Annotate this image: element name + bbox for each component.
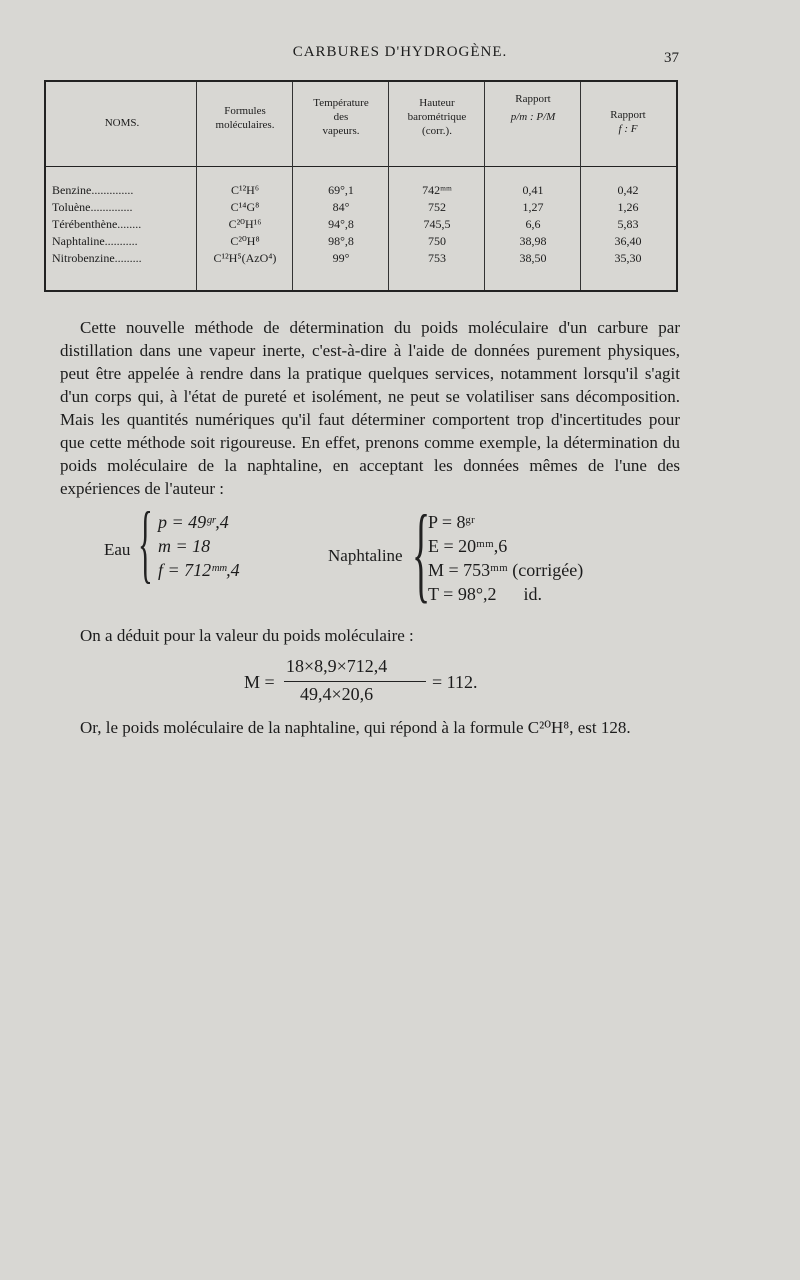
header-line: (corr.). [422, 125, 452, 137]
header-line: barométrique [407, 111, 467, 123]
cell-ratio-pm: 0,41 [522, 183, 544, 197]
header-line: Température [313, 97, 369, 109]
table-row [46, 216, 676, 232]
naphtaline-line-t: T = 98°,2 id. [428, 584, 543, 604]
header-rule [46, 166, 676, 167]
naphtaline-line-p: P = 8ᵍʳ [428, 512, 475, 532]
running-header: CARBURES D'HYDROGÈNE. [292, 44, 508, 60]
cell-formula: C¹²H⁵(AzO⁴) [213, 251, 277, 265]
cell-ratio-f: 1,26 [617, 200, 639, 214]
header-noms [52, 116, 192, 130]
cell-ratio-f: 35,30 [614, 251, 642, 265]
cell-name: Térébenthène........ [52, 217, 142, 231]
header-temperature [294, 96, 388, 138]
cell-temperature: 98°,8 [328, 234, 354, 248]
header-line: p/m : P/M [510, 111, 556, 123]
formula-numerator: 18×8,9×712,4 [286, 656, 388, 676]
header-line: des [333, 111, 349, 123]
cell-ratio-pm: 1,27 [522, 200, 544, 214]
cell-formula: C¹⁴G⁸ [230, 200, 260, 214]
header-line: Hauteur [419, 97, 455, 109]
header-rapport-pm [486, 92, 580, 124]
paragraph-text: Or, le poids moléculaire de la naphtaline, qui répond à la formule C²⁰H⁸, est 128. [80, 718, 631, 737]
naphtaline-line-e: E = 20ᵐᵐ,6 [428, 536, 508, 556]
header-rapport-f [582, 108, 674, 136]
water-line-p: p = 49ᵍʳ,4 [158, 512, 229, 532]
cell-height: 745,5 [423, 217, 451, 231]
table-row [46, 182, 676, 198]
cell-height: 753 [428, 251, 446, 265]
cell-ratio-f: 36,40 [614, 234, 642, 248]
header-line: moléculaires. [215, 119, 275, 131]
cell-height: 750 [428, 234, 446, 248]
cell-height: 752 [428, 200, 446, 214]
naphtaline-label: Naphtaline [328, 546, 403, 565]
body-paragraph [60, 316, 680, 500]
water-line-m: m = 18 [158, 536, 211, 556]
page-number: 37 [664, 50, 679, 66]
header-line: Rapport [610, 109, 646, 121]
cell-temperature: 94°,8 [328, 217, 354, 231]
paragraph-text: On a déduit pour la valeur du poids moléculaire : [80, 626, 414, 645]
formula-denominator: 49,4×20,6 [300, 684, 374, 704]
cell-name: Toluène.............. [52, 200, 133, 214]
header-line: vapeurs. [322, 125, 360, 137]
water-line-f: f = 712ᵐᵐ,4 [158, 560, 240, 580]
formula-result: = 112. [432, 672, 478, 692]
cell-ratio-f: 0,42 [617, 183, 639, 197]
naphtaline-line-m: M = 753ᵐᵐ (corrigée) [428, 560, 584, 580]
body-paragraph [60, 716, 680, 739]
header-hauteur [390, 96, 484, 138]
left-brace: { [138, 495, 153, 592]
header-line: f : F [618, 123, 638, 135]
table-row [46, 250, 676, 266]
body-paragraph [60, 624, 680, 647]
cell-ratio-pm: 38,98 [519, 234, 547, 248]
fraction-bar [284, 681, 426, 682]
water-label: Eau [104, 540, 131, 559]
cell-ratio-pm: 38,50 [519, 251, 547, 265]
header-line: Formules [224, 105, 266, 117]
cell-ratio-f: 5,83 [617, 217, 639, 231]
cell-name: Nitrobenzine......... [52, 251, 142, 265]
cell-temperature: 99° [332, 251, 350, 265]
naphtaline-brace: { [412, 494, 431, 613]
table-row [46, 233, 676, 249]
header-line: NOMS. [104, 117, 140, 129]
table-row [46, 199, 676, 215]
cell-height: 742ᵐᵐ [422, 183, 452, 197]
paragraph-text: Cette nouvelle méthode de détermination du poids moléculaire d'un carbure par distillation dans une vapeur inerte, c'est-à-dire à l'aide de données purement physiques, peut être appelée à rendre dans la pratique quelques services, notamment lorsqu'il s'agit d'un corps qui, à l'état de pureté et isolément, ne peut se volatiliser sans décomposition. Mais les quantités numériques qu'il faut déterminer comportent trop d'incertitudes pour que cette méthode soit rigoureuse. En effet, prenons comme exemple, la détermination du poids moléculaire de la naphtaline, en acceptant les données mêmes de l'une des expériences de l'auteur : [60, 318, 680, 498]
cell-name: Naphtaline........... [52, 234, 138, 248]
cell-formula: C²⁰H⁸ [230, 234, 260, 248]
cell-temperature: 69°,1 [328, 183, 354, 197]
header-line: Rapport [515, 93, 551, 105]
cell-temperature: 84° [332, 200, 350, 214]
header-formules [198, 104, 292, 132]
cell-ratio-pm: 6,6 [525, 217, 541, 231]
cell-formula: C¹²H⁶ [230, 183, 260, 197]
cell-formula: C²⁰H¹⁶ [228, 217, 262, 231]
formula-lhs: M = [244, 672, 275, 692]
cell-name: Benzine.............. [52, 183, 134, 197]
data-table [44, 80, 678, 292]
